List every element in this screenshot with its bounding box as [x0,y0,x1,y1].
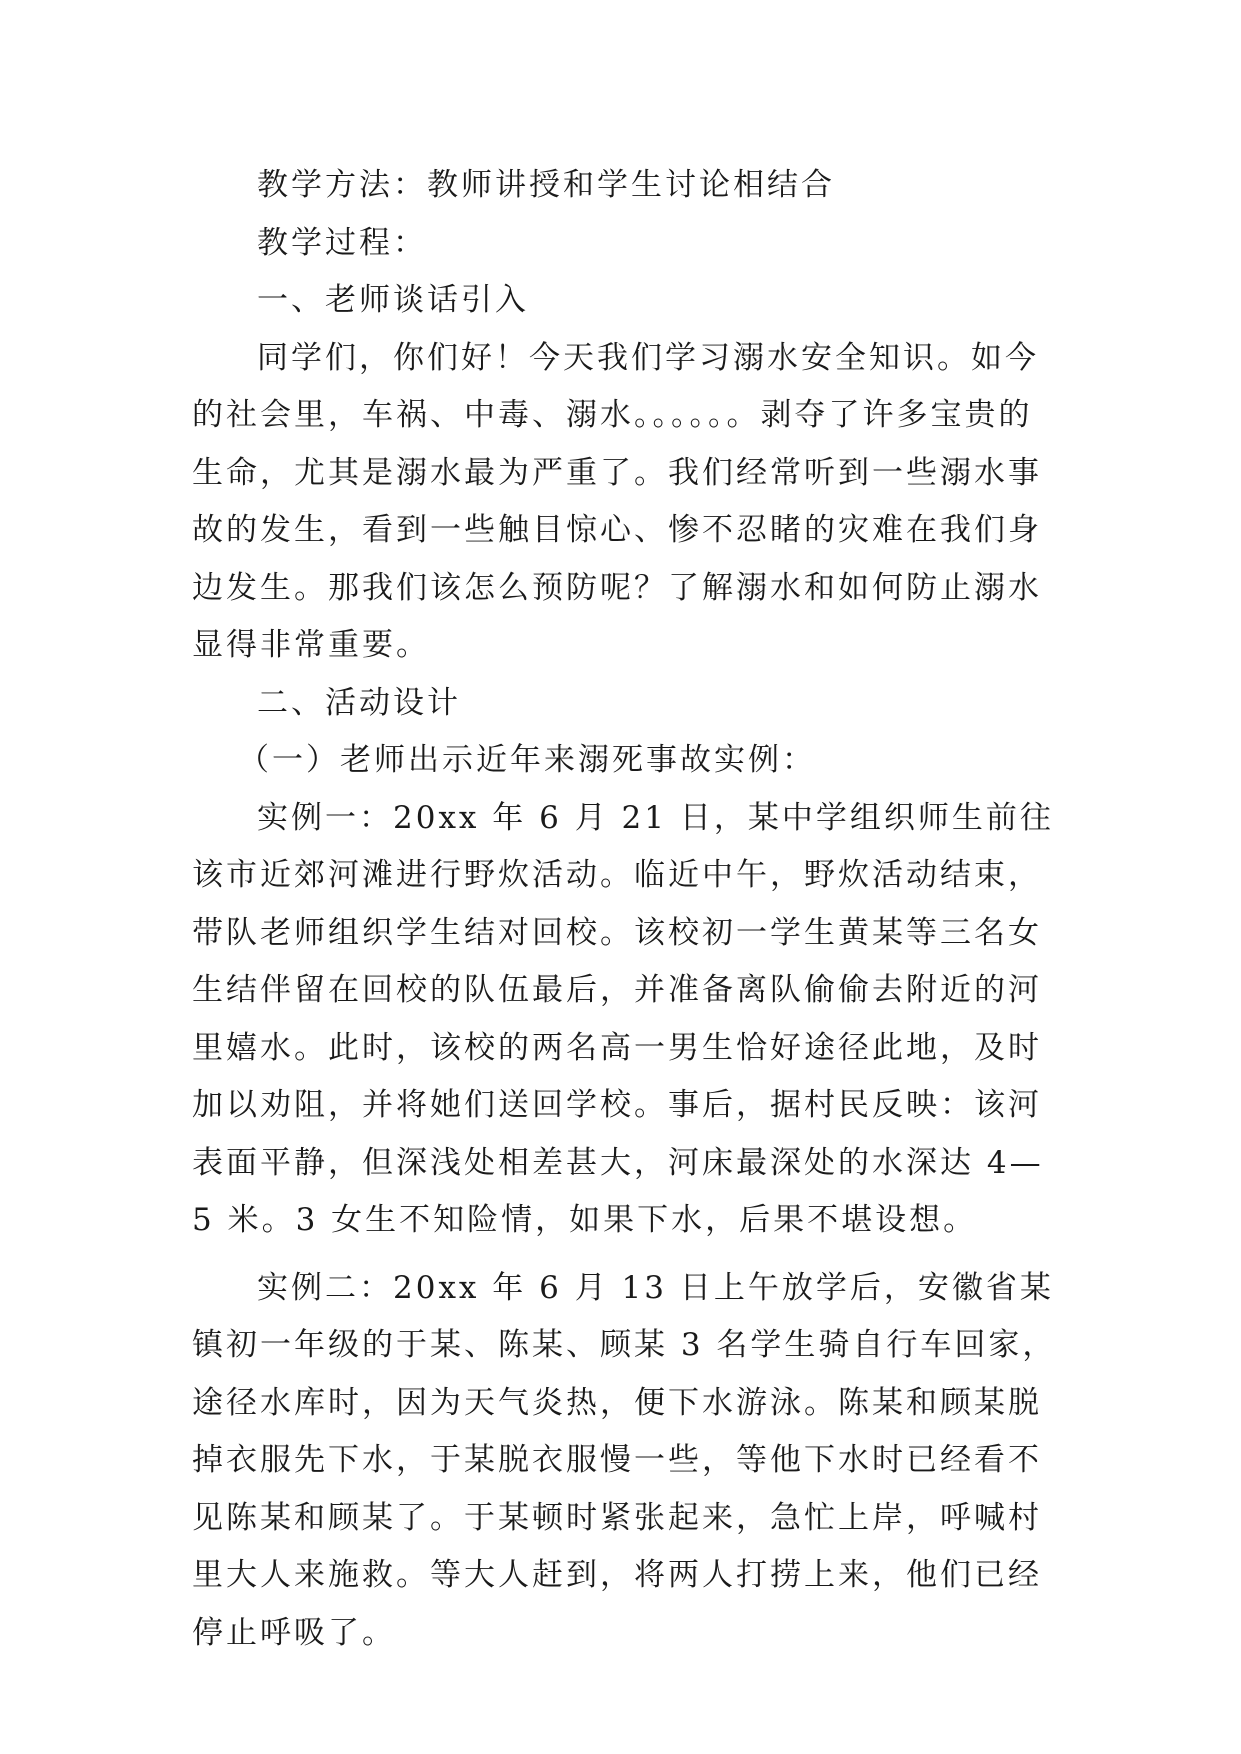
teaching-process-heading: 教学过程： [257,224,427,261]
teaching-method-line: 教学方法：教师讲授和学生讨论相结合 [257,167,835,203]
example-2-paragraph: 实例二：20xx 年 6 月 13 日上午放学后，安徽省某镇初一年级的于某、陈某、顾某 3 名学生骑自行车回家，途径水库时，因为天气炎热，便下水游泳。陈某和顾某脱掉衣服先下水，于某脱衣服慢一些，等他下水时已经看不见陈某和顾某了。于某顿时紧张起来，急忙上岸，呼喊村里大人来施救。等大人赶到，将两人打捞上来，他们已经停止呼吸了。 [192,1269,1057,1651]
section-1-paragraph: 同学们，你们好！今天我们学习溺水安全知识。如今的社会里，车祸、中毒、溺水。。。。。。剥夺了许多宝贵的生命，尤其是溺水最为严重了。我们经常听到一些溺水事故的发生，看到一些触目惊心、惨不忍睹的灾难在我们身边发生。那我们该怎么预防呢？了解溺水和如何防止溺水显得非常重要。 [192,339,1042,663]
document-body [192,157,1064,1662]
example-1-paragraph: 实例一：20xx 年 6 月 21 日，某中学组织师生前往该市近郊河滩进行野炊活动。临近中午，野炊活动结束，带队老师组织学生结对回校。该校初一学生黄某等三名女生结伴留在回校的队伍最后，并准备离队偷偷去附近的河里嬉水。此时，该校的两名高一男生恰好途径此地，及时加以劝阻，并将她们送回学校。事后，据村民反映：该河表面平静，但深浅处相差甚大，河床最深处的水深达 4—5 米。3 女生不知险情，如果下水，后果不堪设想。 [192,799,1054,1238]
section-1-title: 一、老师谈话引入 [257,282,529,318]
subsection-1-title: （一）老师出示近年来溺死事故实例： [238,742,816,778]
section-2-title: 二、活动设计 [257,684,461,721]
